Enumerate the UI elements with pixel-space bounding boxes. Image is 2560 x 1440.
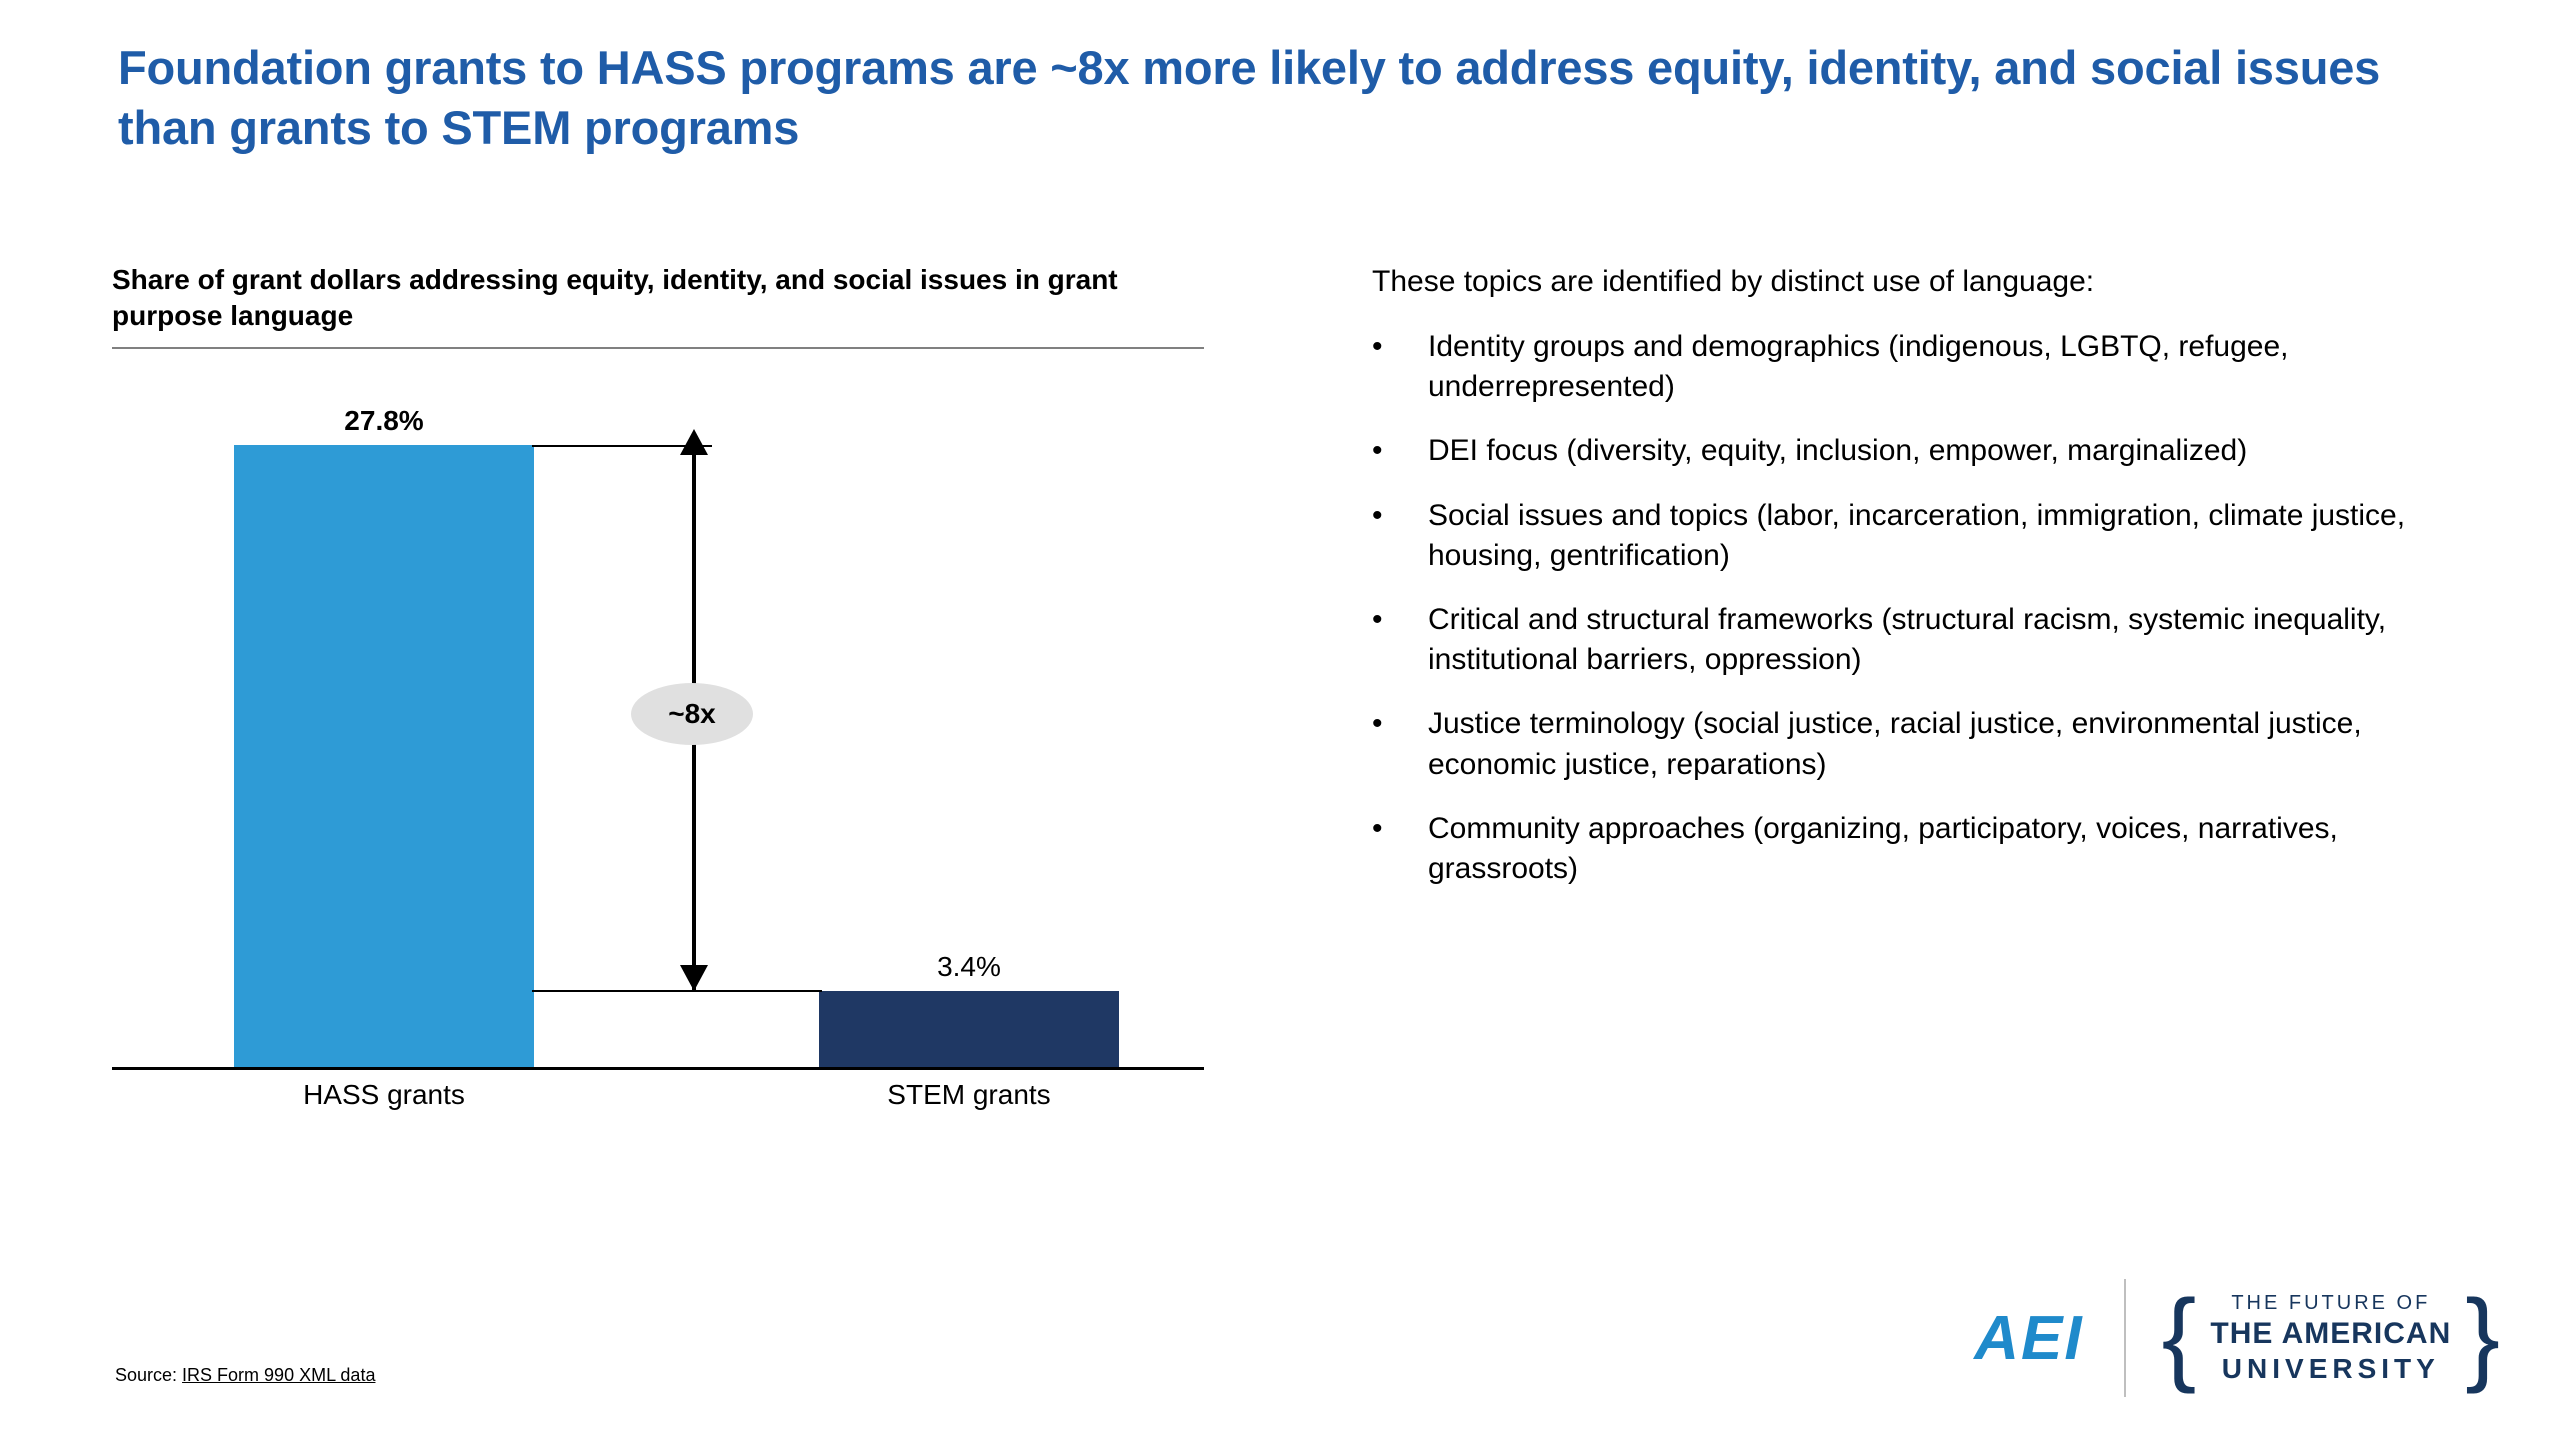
- list-item-text: Community approaches (organizing, participatory, voices, narratives, grassroots): [1428, 811, 2338, 885]
- logo-area: [1974, 1278, 2500, 1398]
- bar-chart-plot: [112, 363, 1204, 1163]
- list-item-text: Justice terminology (social justice, racial justice, environmental justice, economic justice, reparations): [1428, 707, 2362, 781]
- bullet-icon: •: [1372, 434, 1383, 468]
- list-item-text: Critical and structural frameworks (structural racism, systemic inequality, institutional barriers, oppression): [1428, 602, 2387, 677]
- x-axis-line: [112, 1067, 1204, 1070]
- chart-panel: [112, 262, 1212, 1163]
- source-link[interactable]: IRS Form 990 XML data: [182, 1365, 376, 1385]
- brace-left-icon: {: [2161, 1279, 2197, 1396]
- chart-heading-divider: [112, 347, 1204, 349]
- fau-logo-line2: THE AMERICAN: [2210, 1316, 2452, 1350]
- fau-logo-line1: THE FUTURE OF: [2231, 1291, 2431, 1314]
- list-item: [1372, 327, 2492, 407]
- bullet-icon: •: [1372, 498, 1383, 532]
- brace-right-icon: }: [2465, 1279, 2500, 1396]
- list-item: [1372, 809, 2492, 889]
- bar-hass: [234, 445, 534, 1067]
- list-item: [1372, 600, 2492, 680]
- list-item: [1372, 496, 2492, 576]
- chart-heading: Share of grant dollars addressing equity, identity, and social issues in grant purpose language: [112, 264, 1118, 332]
- bullet-icon: •: [1372, 602, 1383, 636]
- source-note: [115, 1365, 375, 1386]
- multiplier-badge: ~8x: [631, 683, 753, 745]
- arrow-down-icon: [680, 965, 708, 991]
- bullet-icon: •: [1372, 811, 1383, 845]
- bullet-icon: •: [1372, 707, 1383, 741]
- aei-logo: AEI: [1974, 1303, 2084, 1373]
- category-label-stem: STEM grants: [887, 1078, 1051, 1110]
- list-item-text: Identity groups and demographics (indigenous, LGBTQ, refugee, underrepresented): [1428, 330, 2289, 404]
- list-item: [1372, 704, 2492, 784]
- fau-logo-line3: UNIVERSITY: [2221, 1352, 2440, 1384]
- annotation-leader-bottom: [532, 990, 822, 992]
- bullet-icon: •: [1372, 330, 1383, 363]
- category-label-hass: HASS grants: [303, 1078, 465, 1110]
- list-item-text: Social issues and topics (labor, incarceration, immigration, climate justice, housing, gentrification): [1428, 498, 2406, 572]
- bar-value-stem: 3.4%: [937, 950, 1001, 982]
- source-label: Source:: [115, 1365, 183, 1385]
- page-title: Foundation grants to HASS programs are ~8x more likely to address equity, identity, and social issues than grants to STEM programs: [118, 41, 2381, 154]
- bar-stem: [819, 991, 1119, 1067]
- list-item: [1372, 431, 2492, 471]
- future-of-american-university-logo: [2126, 1279, 2500, 1396]
- list-item-text: DEI focus (diversity, equity, inclusion, empower, marginalized): [1428, 434, 2248, 468]
- bar-value-hass: 27.8%: [344, 404, 424, 436]
- notes-panel: [1372, 262, 2492, 913]
- notes-intro: These topics are identified by distinct use of language:: [1372, 265, 2095, 298]
